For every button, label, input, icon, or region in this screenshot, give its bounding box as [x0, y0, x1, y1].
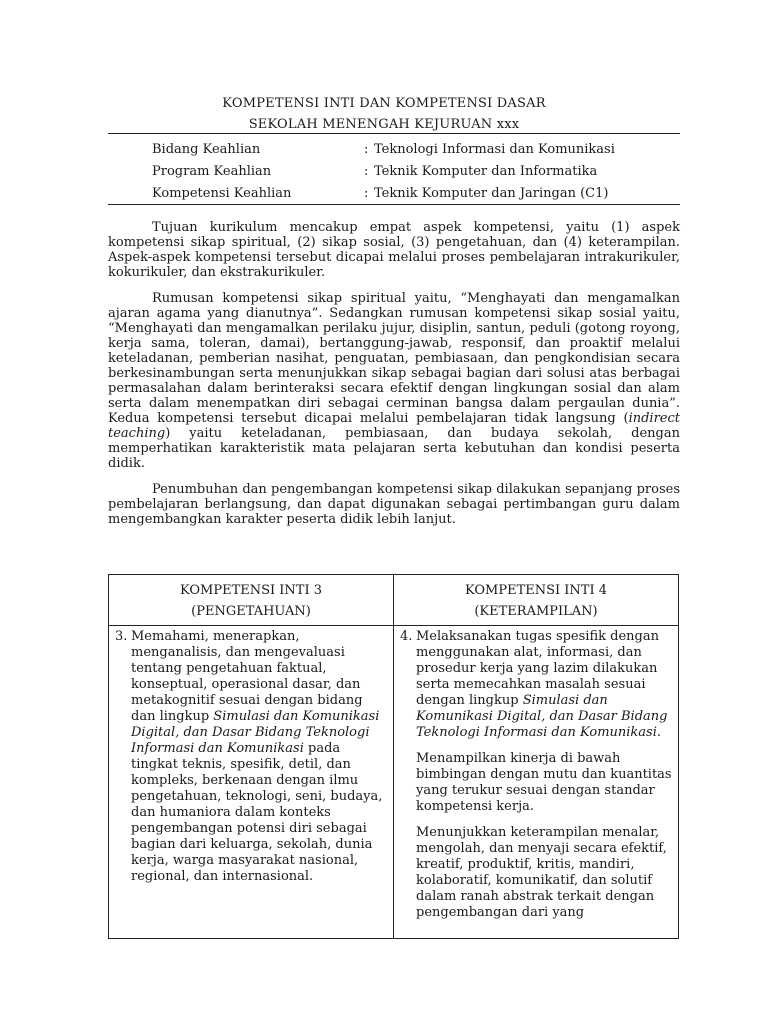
ki3-emphasis: Simulasi dan Komunikasi Digital, dan Dasar Bidang Teknologi Informasi dan Komunikasi [131, 709, 380, 756]
ki3-item [115, 629, 387, 885]
meta-label: Program Keahlian [152, 163, 272, 179]
meta-value: Teknik Komputer dan Informatika [374, 163, 598, 179]
ki4-number: 4. [400, 629, 413, 644]
ki3-heading: KOMPETENSI INTI 3 [180, 583, 322, 598]
ki4-paragraph-3: Menunjukkan keterampilan menalar, mengolah, dan menyaji secara efektif, kreatif, produktif, kritis, mandiri, kolaboratif, komunikatif, dan solutif dalam ranah abstrak terkait dengan pengembangan dari yang [416, 825, 667, 920]
ki3-text [131, 629, 387, 885]
meta-label: Bidang Keahlian [152, 141, 261, 157]
meta-row-kompetensi [152, 182, 615, 204]
ki3-cell [109, 626, 394, 939]
table-body-row [109, 626, 678, 939]
ki4-heading: KOMPETENSI INTI 4 [465, 583, 607, 598]
document-title: KOMPETENSI INTI DAN KOMPETENSI DASAR [222, 96, 546, 111]
body-text [108, 220, 680, 538]
paragraph-2-emphasis: indirect teaching [108, 411, 680, 441]
paragraph-1: Tujuan kurikulum mencakup empat aspek kompetensi, yaitu (1) aspek kompetensi sikap spiritual, (2) sikap sosial, (3) pengetahuan, dan (4) keterampilan. Aspek-aspek kompetensi tersebut dicapai melalui proses pembelajaran intrakurikuler, kokurikuler, dan ekstrakurikuler. [108, 220, 680, 280]
meta-value: Teknik Komputer dan Jaringan (C1) [374, 185, 609, 201]
table-header-row [109, 575, 678, 626]
document-subtitle: SEKOLAH MENENGAH KEJURUAN xxx [248, 117, 520, 132]
meta-label: Kompetensi Keahlian [152, 185, 292, 201]
bottom-rule [108, 204, 680, 205]
ki4-item [400, 629, 672, 741]
meta-row-bidang [152, 138, 615, 160]
ki3-text-b: pada tingkat teknis, spesifik, detil, dan kompleks, berkenaan dengan ilmu pengetahuan, teknologi, seni, budaya, dan humaniora dalam konteks pengembangan potensi diri sebagai bagian dari keluarga, sekolah, dunia kerja, warga masyarakat nasional, regional, dan internasional. [131, 741, 383, 884]
competency-table [108, 574, 679, 939]
meta-value: Teknologi Informasi dan Komunikasi [374, 141, 615, 157]
ki4-header [394, 575, 678, 625]
meta-separator: : [364, 141, 369, 157]
ki3-subheading: (PENGETAHUAN) [191, 604, 311, 619]
ki4-subheading: (KETERAMPILAN) [474, 604, 598, 619]
paragraph-2-text-a: Rumusan kompetensi sikap spiritual yaitu, “Menghayati dan mengamalkan ajaran agama yang dianutnya”. Sedangkan rumusan kompetensi sikap sosial yaitu, “Menghayati dan mengamalkan perilaku jujur, disiplin, santun, peduli (gotong royong, kerja sama, toleran, damai), bertanggung-jawab, responsif, dan proaktif melalui keteladanan, pemberian nasihat, penguatan, pembiasaan, dan pengkondisian secara berkesinambungan serta menunjukkan sikap sebagai bagian dari solusi atas berbagai permasalahan dalam berinteraksi secara efektif dengan lingkungan sosial dan alam serta dalam menempatkan diri sebagai cerminan bangsa dalam pergaulan dunia”. Kedua kompetensi tersebut dicapai melalui pembelajaran tidak langsung ( [108, 291, 680, 426]
ki4-emphasis: Simulasi dan Komunikasi Digital, dan Dasar Bidang Teknologi Informasi dan Komunikasi. [416, 693, 668, 740]
paragraph-2 [108, 291, 680, 471]
ki4-text [416, 629, 672, 741]
ki3-header [109, 575, 394, 625]
meta-row-program [152, 160, 615, 182]
ki3-text-a: Memahami, menerapkan, menganalisis, dan mengevaluasi tentang pengetahuan faktual, konseptual, operasional dasar, dan metakognitif sesuai dengan bidang dan lingkup [131, 629, 363, 724]
ki4-text-a: Melaksanakan tugas spesifik dengan menggunakan alat, informasi, dan prosedur kerja yang lazim dilakukan serta memecahkan masalah sesuai dengan lingkup [416, 629, 659, 708]
top-rule [108, 133, 680, 134]
ki4-paragraph-2: Menampilkan kinerja di bawah bimbingan dengan mutu dan kuantitas yang terukur sesuai dengan standar kompetensi kerja. [416, 751, 672, 814]
meta-separator: : [364, 163, 369, 179]
paragraph-3: Penumbuhan dan pengembangan kompetensi sikap dilakukan sepanjang proses pembelajaran berlangsung, dan dapat digunakan sebagai pertimbangan guru dalam mengembangkan karakter peserta didik lebih lanjut. [108, 482, 680, 527]
ki3-number: 3. [115, 629, 128, 644]
ki4-cell [394, 626, 678, 939]
meta-separator: : [364, 185, 369, 201]
meta-info [152, 138, 615, 204]
paragraph-2-text-b: ) yaitu keteladanan, pembiasaan, dan budaya sekolah, dengan memperhatikan karakteristik mata pelajaran serta kebutuhan dan kondisi peserta didik. [108, 426, 680, 471]
